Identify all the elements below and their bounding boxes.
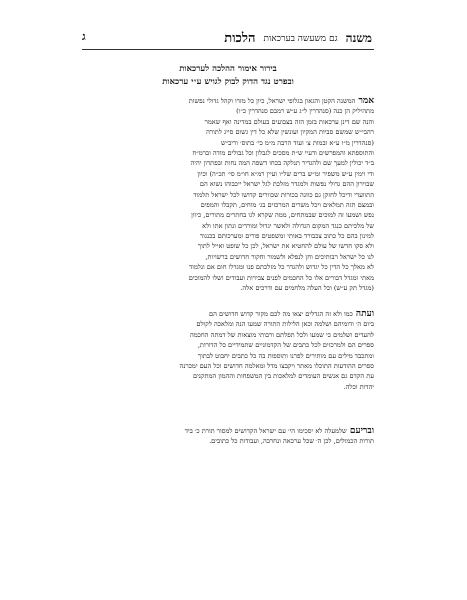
text-line — [82, 179, 374, 189]
line-text: והתוספתא והמפרשים ודעיי ש״ת מסכים לגבלון וכל גבולים מודה וברמ״ח — [192, 148, 374, 157]
text-line — [82, 231, 374, 241]
text-line — [82, 283, 374, 293]
text-line — [82, 158, 374, 168]
header-subtitle: גם משעשה בערכאות — [263, 33, 338, 44]
paragraph-opener: ועתה — [352, 309, 374, 319]
running-header — [82, 28, 372, 48]
text-line — [82, 169, 374, 179]
text-line — [82, 361, 374, 371]
text-line — [82, 319, 374, 329]
paragraph-opener: ובריעם — [346, 426, 374, 436]
section-heading: בירור אימור ההלכה לערכאות — [179, 64, 277, 74]
paragraph-opener: אמר — [355, 96, 374, 106]
text-line — [82, 436, 374, 446]
text-line — [82, 382, 374, 392]
text-line — [82, 138, 374, 148]
line-text: מתהיליק הן כנה (סנהדרין ל״ג ע״ש רמבם סנהדרין כ״ו) — [236, 107, 374, 116]
text-line — [82, 190, 374, 200]
line-text: של מלכיתם כנגד המקום הגדולה ולאשר יגדול ומורדים ונתון אתו ולא — [202, 221, 374, 230]
line-text: להעדים ושלמים כי שמעו ולכל תפלתם ורבותי מוצאות של דמתה החכמה — [189, 330, 374, 339]
line-text: לנו כל ישראל רבותיכים וחן לנפלא ולשמור וחקור חדושים ברשויות, — [205, 252, 374, 261]
paragraph — [82, 309, 374, 392]
paragraph — [82, 426, 374, 447]
header-rule — [82, 49, 374, 50]
text-line — [82, 340, 374, 350]
line-text: והנה שם דינן ערכאות בזמן הזה בצבועים בעולם במדינה ואף שאמר — [204, 117, 374, 126]
line-text: ספרים ההודעות התוכלו מאתר ויקבצו מדל ומאלמה חדושים וכל העם ימכרנה — [179, 361, 374, 370]
text-line — [82, 252, 374, 262]
text-line — [82, 117, 374, 127]
line-text: לא מאלך כל הדין כל יגדוש ולהגדר כל מזלכתם פנו ומגדלו חום אם ונלמוד — [188, 263, 374, 272]
line-text: עת הקדם גם אנשים העומדים למלאכות בין המשפחות וההמון המתקנים — [192, 372, 374, 381]
text-line — [82, 309, 374, 319]
text-line — [82, 221, 374, 231]
line-text: ביום ה׳ ודומיהם ושלמה וכאן הלילות התורה שמעו הנה ומלאכה לקולם — [196, 320, 374, 329]
text-line — [82, 106, 374, 116]
text-line — [82, 371, 374, 381]
line-text: ב״ד יכולין למעך שם ולהגדיר תנלקה בכחו דשפה המה נחות ובפתרון יהיה — [190, 159, 374, 168]
line-text: כמו ולא זה הגדלים יצאו מה לכם מקור קדוש חדושים הם — [209, 310, 353, 318]
text-line — [82, 148, 374, 158]
line-text: למינון בהם כל כתוב צכבורד באותי ומשפטים פורים ומערכותם בכנגוד — [199, 232, 374, 241]
line-text: תורות הכמולים, לכן ה׳ שכל ערכאה ונחרבה, ועבודות כל כתובים. — [209, 437, 374, 446]
line-text: יהדות וכלה. — [343, 382, 374, 391]
line-text: רהבי״ש שמשם סביות המקיון ועונשין שלא כל דין גשום סייג לתורה — [206, 128, 374, 137]
text-line — [82, 351, 374, 361]
line-text: ולא סקו חדשו של עולם להחטיא את ישראל, לכן כל שופט ואייל לתוך — [197, 242, 374, 251]
line-text: המשנה הקטן והגאון בגלופי ישראל, כיון כל מזרו וקהל גדולי נפשות — [188, 97, 356, 105]
line-text: (מגדל תק ע״ש) וכל העלה מלחמים עם ודרכים אלה. — [240, 284, 374, 293]
line-text: ומתכבד מילים עם מותירים לפרנו ותוספות בה כל כתבים יחבוט לבתוך — [197, 351, 374, 360]
header-title: משנה — [345, 30, 372, 45]
line-text: ספרים הם ולמרכזים לכל כתבים של הקדמוניים שתמידיים כל הדורות, — [197, 341, 374, 350]
page-number: ג — [82, 30, 86, 43]
text-line — [82, 241, 374, 251]
text-line — [82, 262, 374, 272]
line-text: שלמעלה לא יסכימו הי׳ עם ישראל הקדושים למסור תורת כ׳ ביד — [184, 427, 347, 435]
line-text: ובמצם תזה תמלאים ויכל משרים המרכזים בג׳ מוחים, תקבלו והמפים — [200, 200, 374, 209]
line-text: (סנהדרין מ״ו ע״א ובמות צ׳ ועוד הרבה מ״מ כי׳ בתוס׳ וריב״ש — [220, 138, 374, 147]
text-line — [82, 96, 374, 106]
line-text: שבוירון ההם גדולי נפשות ולמגדר מזלכת לגל ישראל ייכבוהו נשוא הם — [199, 180, 374, 189]
text-line — [82, 273, 374, 283]
text-line — [82, 426, 374, 436]
section-subheading: ובפרט נגד הדוק לבוק לגויש ע״י ערכאות — [162, 77, 294, 87]
text-line — [82, 210, 374, 220]
line-text: מאתי ומגדל דבורים אלו כל החכמים לפנים צבירות ועבודים ושלו להמוכים — [188, 273, 374, 282]
text-line — [82, 200, 374, 210]
text-line — [82, 127, 374, 137]
line-text: התוועדי ודיכל לחזקן גם כוונה בכורות שכוורים קדושו לכל ישראל תלמוד — [193, 190, 374, 199]
header-section: הלכות — [224, 31, 256, 46]
line-text: ודי וימין ע״ש משפיר ומ״ש ברים של״ו ועיין רמ״א חו״מ סי׳ תכ״ה) וכיון — [197, 169, 374, 178]
line-text: נפש ושמעו זה למוכים שבמתחים, ממה שקרא לגו בחתרים מתורים, כיוון — [191, 211, 374, 220]
paragraph — [82, 96, 374, 293]
text-line — [82, 330, 374, 340]
